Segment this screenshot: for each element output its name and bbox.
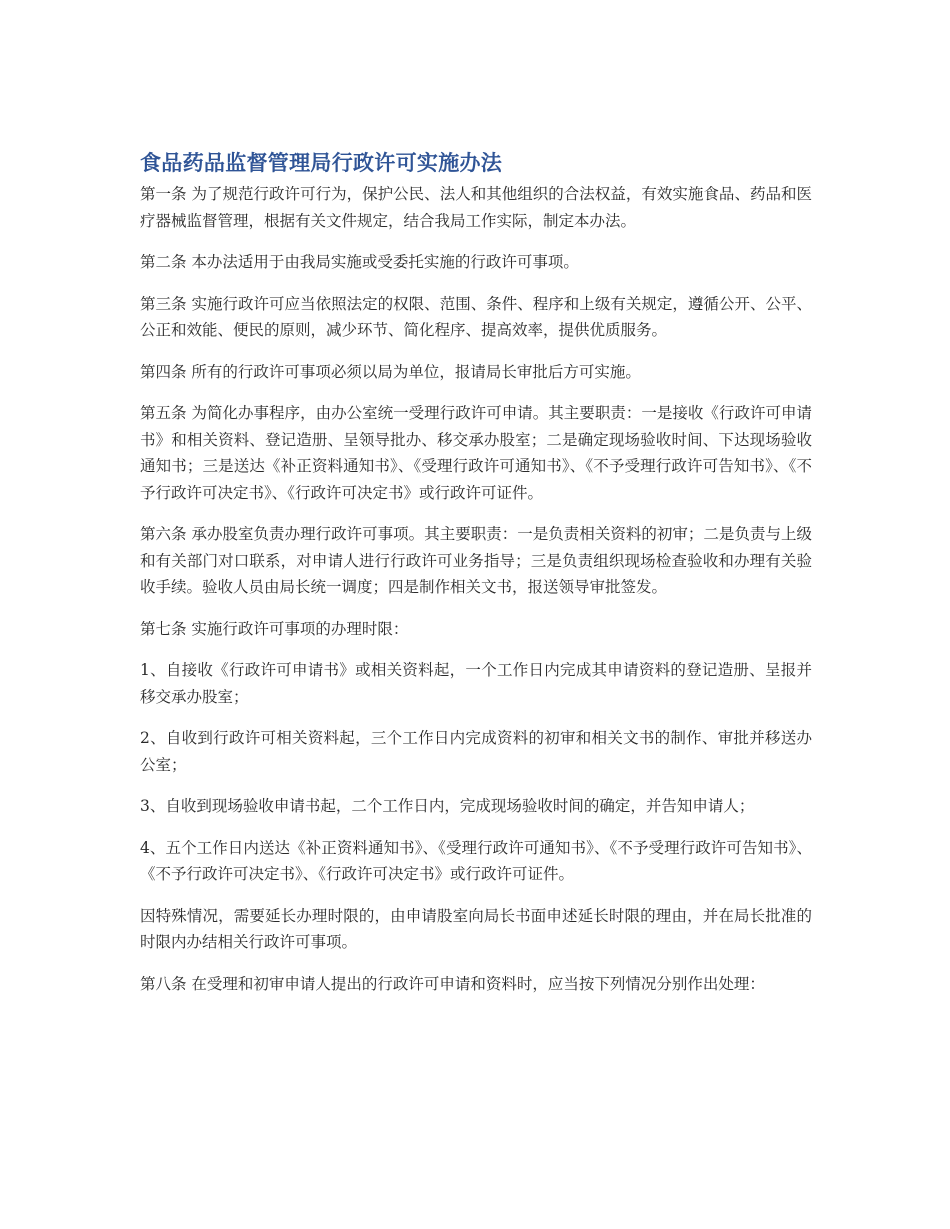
article-7-item-1: 1、自接收《行政许可申请书》或相关资料起，一个工作日内完成其申请资料的登记造册、呈报并移交承办股室； — [140, 661, 812, 706]
article-8: 第八条 在受理和初审申请人提出的行政许可申请和资料时，应当按下列情况分别作出处理： — [140, 974, 765, 993]
article-6: 第六条 承办股室负责办理行政许可事项。其主要职责：一是负责相关资料的初审；二是负责与上级和有关部门对口联系，对申请人进行行政许可业务指导；三是负责组织现场检查验收和办理有关验收手续。验收人员由局长统一调度；四是制作相关文书，报送领导审批签发。 — [140, 525, 812, 596]
article-1: 第一条 为了规范行政许可行为，保护公民、法人和其他组织的合法权益，有效实施食品、药品和医疗器械监督管理，根据有关文件规定，结合我局工作实际，制定本办法。 — [140, 185, 812, 230]
document-title: 食品药品监督管理局行政许可实施办法 — [140, 151, 503, 175]
document-page — [140, 147, 812, 1012]
article-2: 第二条 本办法适用于由我局实施或受委托实施的行政许可事项。 — [140, 253, 579, 271]
article-7-note: 因特殊情况，需要延长办理时限的，由申请股室向局长书面申述延长时限的理由，并在局长批准的时限内办结相关行政许可事项。 — [140, 906, 812, 951]
article-3: 第三条 实施行政许可应当依照法定的权限、范围、条件、程序和上级有关规定，遵循公开、公平、公正和效能、便民的原则，减少环节、简化程序、提高效率，提供优质服务。 — [140, 294, 812, 339]
article-7: 第七条 实施行政许可事项的办理时限： — [140, 619, 409, 638]
article-7-item-3: 3、自收到现场验收申请书起，二个工作日内，完成现场验收时间的确定，并告知申请人； — [140, 797, 755, 815]
article-7-item-2: 2、自收到行政许可相关资料起，三个工作日内完成资料的初审和相关文书的制作、审批并移送办公室； — [140, 729, 812, 774]
article-4: 第四条 所有的行政许可事项必须以局为单位，报请局长审批后方可实施。 — [140, 362, 641, 381]
article-5: 第五条 为简化办事程序，由办公室统一受理行政许可申请。其主要职责：一是接收《行政许可申请书》和相关资料、登记造册、呈领导批办、移交承办股室；二是确定现场验收时间、下达现场验收通知书；三是送达《补正资料通知书》、《受理行政许可通知书》、《不予受理行政许可告知书》、《不予行政许可决定书》、《行政许可决定书》或行政许可证件。 — [140, 404, 812, 502]
article-7-item-4: 4、五个工作日内送达《补正资料通知书》、《受理行政许可通知书》、《不予受理行政许可告知书》、《不予行政许可决定书》、《行政许可决定书》或行政许可证件。 — [140, 838, 812, 883]
